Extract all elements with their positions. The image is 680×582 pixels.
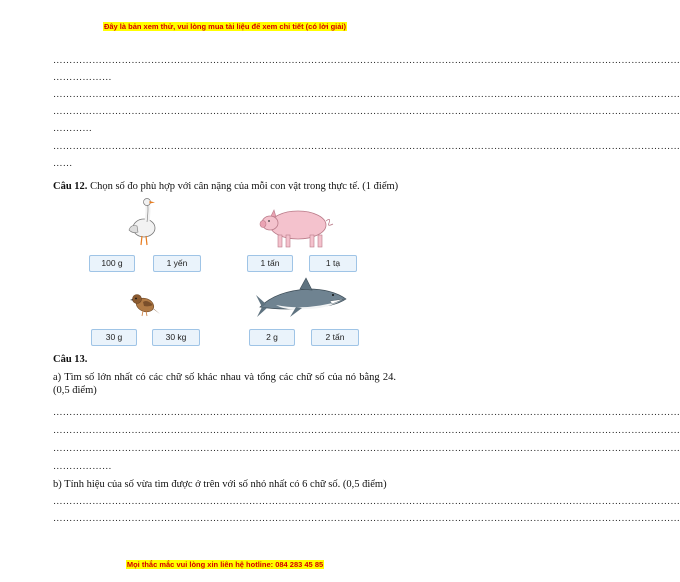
pig-option-2[interactable]: 1 tạ — [309, 255, 357, 272]
goose-option-2[interactable]: 1 yến — [153, 255, 201, 272]
answer-line: ………………………………………………………………………………………………………………………………………………………………………… — [53, 142, 680, 152]
answer-line: ………………………………………………………………………………………………………………………………………………………………………… — [53, 56, 680, 66]
answer-line: ………………………………………………………………………………………………………………………………………………………………………… — [53, 426, 680, 436]
answer-line: ………………………………………………………………………………………………………………………………………………………………………… — [53, 90, 680, 100]
shark-option-1[interactable]: 2 g — [249, 329, 295, 346]
question-12 — [53, 180, 398, 193]
answer-line: ………… — [53, 124, 93, 134]
question-12-text: Chọn số đo phù hợp với cân nặng của mỗi con vật trong thực tế. (1 điểm) — [90, 181, 399, 192]
answer-line: ………………………………………………………………………………………………………………………………………………………………………… — [53, 408, 680, 418]
answer-line: ……………… — [53, 73, 112, 83]
answer-line: ………………………………………………………………………………………………………………………………………………………………………… — [53, 107, 680, 117]
shark-option-2[interactable]: 2 tấn — [311, 329, 359, 346]
sparrow-option-2[interactable]: 30 kg — [152, 329, 200, 346]
question-13-part-a: a) Tìm số lớn nhất có các chữ số khác nhau và tổng các chữ số của nó bằng 24. (0,5 điểm) — [53, 372, 396, 396]
question-12-label: Câu 12. — [53, 181, 88, 192]
question-13-label: Câu 13. — [53, 354, 88, 365]
shark-icon — [256, 277, 348, 321]
sparrow-option-1[interactable]: 30 g — [91, 329, 137, 346]
hotline-notice: Mọi thắc mắc vui lòng xin liên hệ hotline: 084 283 45 85 — [126, 560, 324, 569]
answer-line: …… — [53, 159, 73, 169]
answer-line: ………………………………………………………………………………………………………………………………………………………………………… — [53, 514, 680, 524]
pig-option-1[interactable]: 1 tấn — [247, 255, 293, 272]
pig-icon — [258, 203, 338, 251]
sparrow-icon — [127, 289, 163, 319]
preview-notice: Đây là bản xem thử, vui lòng mua tài liệu để xem chi tiết (có lời giải) — [103, 22, 347, 31]
answer-line: ……………… — [53, 462, 112, 472]
goose-option-1[interactable]: 100 g — [89, 255, 135, 272]
answer-line: ………………………………………………………………………………………………………………………………………………………………………… — [53, 497, 680, 507]
goose-icon — [125, 196, 161, 248]
question-13-part-b: b) Tính hiệu của số vừa tìm được ở trên với số nhỏ nhất có 6 chữ số. (0,5 điểm) — [53, 479, 387, 490]
answer-line: ………………………………………………………………………………………………………………………………………………………………………… — [53, 444, 680, 454]
